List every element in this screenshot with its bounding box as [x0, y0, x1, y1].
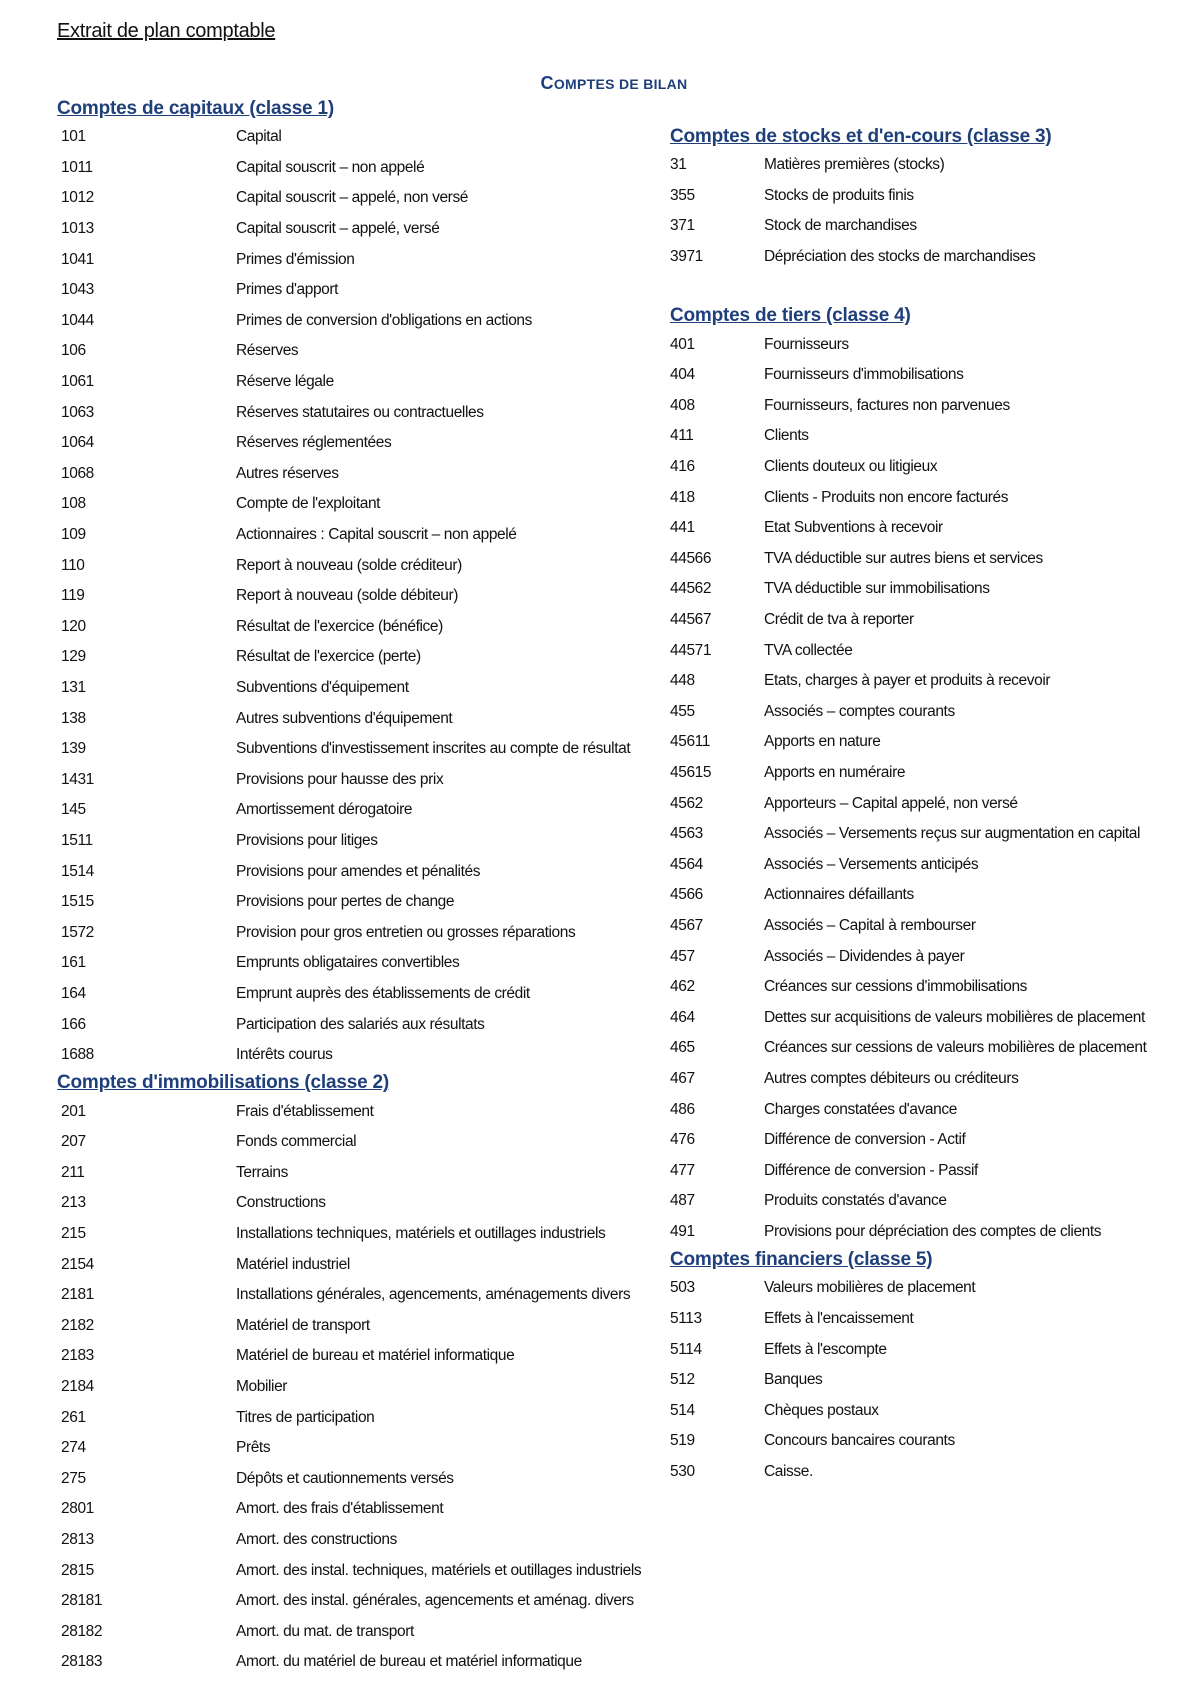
account-code: 131	[61, 678, 86, 696]
account-label: Clients	[764, 427, 809, 445]
account-row	[57, 1555, 667, 1586]
account-label: Compte de l'exploitant	[236, 495, 381, 513]
account-code: 109	[61, 526, 86, 544]
account-label: Matériel de transport	[236, 1316, 370, 1334]
account-row	[57, 764, 667, 795]
account-section	[670, 124, 1200, 272]
account-row	[670, 391, 1200, 422]
account-label: Chèques postaux	[764, 1401, 879, 1419]
account-code: 28183	[61, 1653, 103, 1671]
account-row	[670, 452, 1200, 483]
account-label: Dettes sur acquisitions de valeurs mobilières de placement	[764, 1008, 1145, 1026]
account-code: 108	[61, 495, 86, 513]
account-row	[57, 336, 667, 367]
account-row	[670, 574, 1200, 605]
account-row	[670, 1273, 1200, 1304]
account-label: Réserves statutaires ou contractuelles	[236, 403, 484, 421]
account-label: Autres subventions d'équipement	[236, 709, 453, 727]
document-title: Extrait de plan comptable	[57, 20, 276, 42]
account-label: Installations techniques, matériels et outillages industriels	[236, 1225, 606, 1243]
account-label: Résultat de l'exercice (perte)	[236, 648, 421, 666]
account-label: TVA déductible sur autres biens et services	[764, 549, 1043, 567]
account-code: 101	[61, 128, 86, 146]
account-row	[670, 819, 1200, 850]
account-label: Apporteurs – Capital appelé, non versé	[764, 794, 1018, 812]
account-label: Réserve légale	[236, 373, 334, 391]
account-row	[670, 1396, 1200, 1427]
account-code: 44567	[670, 611, 712, 629]
account-code: 161	[61, 954, 86, 972]
account-code: 1514	[61, 862, 94, 880]
account-code: 120	[61, 617, 86, 635]
account-label: Concours bancaires courants	[764, 1432, 955, 1450]
account-code: 530	[670, 1463, 695, 1481]
account-row	[57, 244, 667, 275]
account-row	[670, 727, 1200, 758]
account-code: 411	[670, 427, 694, 445]
account-label: Associés – Dividendes à payer	[764, 947, 965, 965]
account-row	[670, 360, 1200, 391]
account-row	[57, 183, 667, 214]
account-row	[670, 1304, 1200, 1335]
account-code: 1064	[61, 434, 94, 452]
account-row	[670, 1457, 1200, 1488]
account-code: 31	[670, 156, 687, 174]
account-code: 4566	[670, 886, 703, 904]
account-label: Fournisseurs	[764, 335, 849, 353]
right-column	[670, 124, 1200, 1487]
account-row	[670, 211, 1200, 242]
account-row	[670, 150, 1200, 181]
account-code: 207	[61, 1133, 86, 1151]
account-code: 486	[670, 1100, 695, 1118]
account-code: 1012	[61, 189, 94, 207]
account-row	[57, 1586, 667, 1617]
account-label: Caisse.	[764, 1463, 813, 1481]
account-row	[57, 1280, 667, 1311]
account-code: 44562	[670, 580, 712, 598]
account-label: Fonds commercial	[236, 1133, 357, 1151]
account-label: Amort. des frais d'établissement	[236, 1500, 444, 1518]
account-code: 274	[61, 1439, 86, 1457]
account-code: 211	[61, 1163, 85, 1181]
account-label: Produits constatés d'avance	[764, 1192, 947, 1210]
account-row	[670, 880, 1200, 911]
account-label: Associés – Capital à rembourser	[764, 916, 976, 934]
account-label: Subventions d'investissement inscrites au compte de résultat	[236, 740, 631, 758]
account-row	[57, 428, 667, 459]
account-row	[57, 948, 667, 979]
account-label: Intérêts courus	[236, 1046, 333, 1064]
account-label: Participation des salariés aux résultats	[236, 1015, 485, 1033]
account-section	[57, 1070, 667, 1677]
account-code: 491	[670, 1222, 695, 1240]
account-code: 45611	[670, 733, 710, 751]
account-row	[57, 306, 667, 337]
account-code: 467	[670, 1069, 695, 1087]
account-label: Créances sur cessions de valeurs mobilières de placement	[764, 1039, 1147, 1057]
account-row	[57, 122, 667, 153]
account-row	[57, 1402, 667, 1433]
account-row	[670, 758, 1200, 789]
account-row	[57, 1464, 667, 1495]
account-label: Différence de conversion - Actif	[764, 1131, 966, 1149]
account-row	[57, 612, 667, 643]
account-label: Stocks de produits finis	[764, 186, 914, 204]
account-row	[57, 1647, 667, 1678]
account-row	[57, 397, 667, 428]
account-code: 44571	[670, 641, 712, 659]
account-row	[670, 1365, 1200, 1396]
account-row	[57, 1433, 667, 1464]
account-code: 1063	[61, 403, 94, 421]
account-row	[670, 1334, 1200, 1365]
account-code: 164	[61, 984, 86, 1002]
account-label: Réserves réglementées	[236, 434, 392, 452]
account-row	[670, 849, 1200, 880]
account-row	[57, 581, 667, 612]
section-title: Comptes d'immobilisations (classe 2)	[57, 1072, 390, 1094]
account-row	[57, 734, 667, 765]
account-code: 106	[61, 342, 86, 360]
account-row	[57, 917, 667, 948]
account-code: 261	[61, 1408, 86, 1426]
account-code: 45615	[670, 763, 712, 781]
account-label: Etat Subventions à recevoir	[764, 519, 943, 537]
account-code: 2154	[61, 1255, 94, 1273]
account-row	[57, 1249, 667, 1280]
account-label: Report à nouveau (solde créditeur)	[236, 556, 462, 574]
account-label: Clients douteux ou litigieux	[764, 458, 938, 476]
account-code: 457	[670, 947, 695, 965]
account-label: Mobilier	[236, 1378, 288, 1396]
main-heading	[0, 73, 1200, 94]
account-code: 462	[670, 978, 695, 996]
account-row	[57, 1311, 667, 1342]
account-code: 2181	[61, 1286, 94, 1304]
account-label: Crédit de tva à reporter	[764, 611, 914, 629]
account-row	[670, 1186, 1200, 1217]
account-label: Clients - Produits non encore facturés	[764, 488, 1009, 506]
account-label: Réserves	[236, 342, 299, 360]
left-column	[57, 96, 667, 1678]
account-code: 4562	[670, 794, 703, 812]
account-row	[57, 367, 667, 398]
account-label: Amort. du matériel de bureau et matériel informatique	[236, 1653, 582, 1671]
account-row	[57, 673, 667, 704]
account-row	[57, 214, 667, 245]
account-section	[670, 1247, 1200, 1487]
account-row	[670, 329, 1200, 360]
account-label: Installations générales, agencements, aménagements divers	[236, 1286, 631, 1304]
account-row	[57, 979, 667, 1010]
account-code: 4567	[670, 916, 703, 934]
account-code: 2815	[61, 1561, 94, 1579]
account-row	[670, 1217, 1200, 1248]
account-label: Report à nouveau (solde débiteur)	[236, 587, 459, 605]
account-code: 455	[670, 702, 695, 720]
account-row	[670, 635, 1200, 666]
section-title: Comptes de tiers (classe 4)	[670, 305, 911, 327]
account-row	[57, 795, 667, 826]
account-label: Primes de conversion d'obligations en actions	[236, 311, 532, 329]
account-code: 1511	[61, 831, 93, 849]
account-label: Provisions pour dépréciation des comptes de clients	[764, 1222, 1102, 1240]
account-code: 512	[670, 1371, 695, 1389]
account-code: 166	[61, 1015, 86, 1033]
account-code: 1068	[61, 464, 94, 482]
main-heading-rest: OMPTES DE BILAN	[553, 76, 688, 92]
account-code: 476	[670, 1131, 695, 1149]
account-label: Subventions d'équipement	[236, 678, 409, 696]
account-code: 448	[670, 672, 695, 690]
account-label: Prêts	[236, 1439, 271, 1457]
account-row	[57, 856, 667, 887]
account-row	[57, 1494, 667, 1525]
account-label: Banques	[764, 1371, 823, 1389]
account-label: Capital souscrit – appelé, versé	[236, 220, 440, 238]
account-code: 4563	[670, 825, 703, 843]
account-row	[670, 972, 1200, 1003]
account-code: 28182	[61, 1622, 103, 1640]
account-code: 2813	[61, 1531, 94, 1549]
account-label: Capital souscrit – non appelé	[236, 158, 425, 176]
account-label: Emprunts obligataires convertibles	[236, 954, 460, 972]
section-title: Comptes de capitaux (classe 1)	[57, 98, 334, 119]
account-label: Matériel industriel	[236, 1255, 350, 1273]
account-code: 3971	[670, 248, 703, 266]
account-row	[670, 421, 1200, 452]
account-code: 28181	[61, 1592, 103, 1610]
account-code: 5114	[670, 1340, 702, 1358]
account-row	[57, 1372, 667, 1403]
account-label: Matières premières (stocks)	[764, 156, 945, 174]
account-code: 408	[670, 396, 695, 414]
account-label: Stock de marchandises	[764, 217, 917, 235]
account-row	[57, 1617, 667, 1648]
account-label: Provisions pour hausse des prix	[236, 770, 444, 788]
account-code: 503	[670, 1279, 695, 1297]
account-code: 213	[61, 1194, 86, 1212]
account-label: Dépôts et cautionnements versés	[236, 1469, 454, 1487]
account-label: Amortissement dérogatoire	[236, 801, 413, 819]
account-label: Terrains	[236, 1163, 288, 1181]
account-label: Associés – Versements reçus sur augmentation en capital	[764, 825, 1141, 843]
account-code: 1515	[61, 893, 94, 911]
account-code: 145	[61, 801, 86, 819]
account-code: 275	[61, 1469, 86, 1487]
account-code: 44566	[670, 549, 712, 567]
account-row	[57, 1525, 667, 1556]
account-code: 401	[670, 335, 695, 353]
account-row	[670, 605, 1200, 636]
account-row	[57, 520, 667, 551]
account-row	[670, 242, 1200, 273]
account-code: 201	[61, 1102, 86, 1120]
account-row	[670, 788, 1200, 819]
account-label: Amort. des instal. techniques, matériels et outillages industriels	[236, 1561, 642, 1579]
account-row	[57, 1341, 667, 1372]
account-row	[670, 1426, 1200, 1457]
account-label: Créances sur cessions d'immobilisations	[764, 978, 1028, 996]
account-row	[670, 1002, 1200, 1033]
account-label: Primes d'émission	[236, 250, 355, 268]
account-section	[57, 96, 667, 1070]
account-label: Capital	[236, 128, 282, 146]
account-row	[57, 1219, 667, 1250]
account-row	[57, 275, 667, 306]
account-label: Actionnaires : Capital souscrit – non appelé	[236, 526, 517, 544]
account-label: Résultat de l'exercice (bénéfice)	[236, 617, 443, 635]
account-code: 416	[670, 458, 695, 476]
account-row	[57, 642, 667, 673]
account-row	[57, 153, 667, 184]
account-label: Dépréciation des stocks de marchandises	[764, 248, 1036, 266]
account-code: 138	[61, 709, 86, 727]
account-code: 1572	[61, 923, 94, 941]
account-code: 215	[61, 1225, 86, 1243]
account-code: 355	[670, 186, 695, 204]
account-row	[670, 1155, 1200, 1186]
account-label: Charges constatées d'avance	[764, 1100, 957, 1118]
account-label: Autres comptes débiteurs ou créditeurs	[764, 1069, 1019, 1087]
account-row	[57, 1009, 667, 1040]
account-code: 465	[670, 1039, 695, 1057]
account-label: Apports en nature	[764, 733, 881, 751]
account-row	[670, 181, 1200, 212]
account-row	[670, 1094, 1200, 1125]
account-row	[57, 1158, 667, 1189]
account-code: 441	[670, 519, 695, 537]
account-label: Emprunt auprès des établissements de crédit	[236, 984, 530, 1002]
account-label: Etats, charges à payer et produits à recevoir	[764, 672, 1051, 690]
account-label: Provision pour gros entretien ou grosses réparations	[236, 923, 576, 941]
account-row	[670, 482, 1200, 513]
account-row	[57, 459, 667, 490]
account-row	[57, 1127, 667, 1158]
account-label: Amort. des instal. générales, agencements et aménag. divers	[236, 1592, 634, 1610]
account-section	[670, 303, 1200, 1247]
account-row	[670, 513, 1200, 544]
account-label: Matériel de bureau et matériel informatique	[236, 1347, 515, 1365]
account-row	[670, 1125, 1200, 1156]
account-code: 1013	[61, 220, 94, 238]
account-code: 477	[670, 1161, 695, 1179]
account-label: Apports en numéraire	[764, 763, 906, 781]
account-label: Effets à l'escompte	[764, 1340, 887, 1358]
main-heading-first-letter: C	[540, 73, 554, 93]
account-label: Amort. des constructions	[236, 1531, 397, 1549]
account-label: Valeurs mobilières de placement	[764, 1279, 976, 1297]
account-row	[670, 666, 1200, 697]
account-label: TVA collectée	[764, 641, 853, 659]
account-code: 1061	[61, 373, 94, 391]
account-row	[57, 826, 667, 857]
account-row	[57, 887, 667, 918]
account-row	[57, 1096, 667, 1127]
account-label: Effets à l'encaissement	[764, 1310, 914, 1328]
account-label: Primes d'apport	[236, 281, 339, 299]
account-label: Titres de participation	[236, 1408, 375, 1426]
account-label: Fournisseurs d'immobilisations	[764, 366, 964, 384]
account-code: 519	[670, 1432, 695, 1450]
account-row	[670, 1064, 1200, 1095]
account-code: 371	[670, 217, 695, 235]
account-label: Provisions pour litiges	[236, 831, 378, 849]
account-row	[57, 1188, 667, 1219]
account-code: 1043	[61, 281, 94, 299]
account-code: 487	[670, 1192, 695, 1210]
account-code: 1011	[61, 158, 93, 176]
account-label: Fournisseurs, factures non parvenues	[764, 396, 1010, 414]
account-row	[57, 489, 667, 520]
account-row	[670, 911, 1200, 942]
account-code: 514	[670, 1401, 695, 1419]
account-label: Provisions pour amendes et pénalités	[236, 862, 481, 880]
account-code: 1044	[61, 311, 94, 329]
account-row	[57, 703, 667, 734]
account-code: 404	[670, 366, 695, 384]
account-code: 418	[670, 488, 695, 506]
account-row	[670, 544, 1200, 575]
account-code: 1431	[61, 770, 94, 788]
account-label: Actionnaires défaillants	[764, 886, 914, 904]
account-row	[670, 941, 1200, 972]
account-label: Frais d'établissement	[236, 1102, 374, 1120]
account-code: 1041	[61, 250, 94, 268]
account-row	[670, 697, 1200, 728]
section-spacer	[670, 272, 1200, 303]
account-row	[670, 1033, 1200, 1064]
account-code: 2801	[61, 1500, 94, 1518]
account-code: 119	[61, 587, 85, 605]
section-title: Comptes de stocks et d'en-cours (classe 3)	[670, 126, 1052, 147]
account-code: 2184	[61, 1378, 94, 1396]
account-label: Associés – comptes courants	[764, 702, 955, 720]
account-label: Capital souscrit – appelé, non versé	[236, 189, 469, 207]
account-code: 2183	[61, 1347, 94, 1365]
section-title: Comptes financiers (classe 5)	[670, 1249, 933, 1271]
account-label: Associés – Versements anticipés	[764, 855, 979, 873]
account-code: 2182	[61, 1316, 94, 1334]
account-label: Différence de conversion - Passif	[764, 1161, 978, 1179]
account-code: 4564	[670, 855, 703, 873]
account-row	[57, 550, 667, 581]
account-label: Amort. du mat. de transport	[236, 1622, 414, 1640]
account-code: 129	[61, 648, 86, 666]
account-row	[57, 1040, 667, 1071]
account-code: 139	[61, 740, 86, 758]
account-label: Constructions	[236, 1194, 326, 1212]
account-label: Autres réserves	[236, 464, 339, 482]
account-code: 1688	[61, 1046, 94, 1064]
account-code: 110	[61, 556, 85, 574]
account-label: Provisions pour pertes de change	[236, 893, 455, 911]
account-code: 5113	[670, 1310, 702, 1328]
account-label: TVA déductible sur immobilisations	[764, 580, 990, 598]
account-code: 464	[670, 1008, 695, 1026]
